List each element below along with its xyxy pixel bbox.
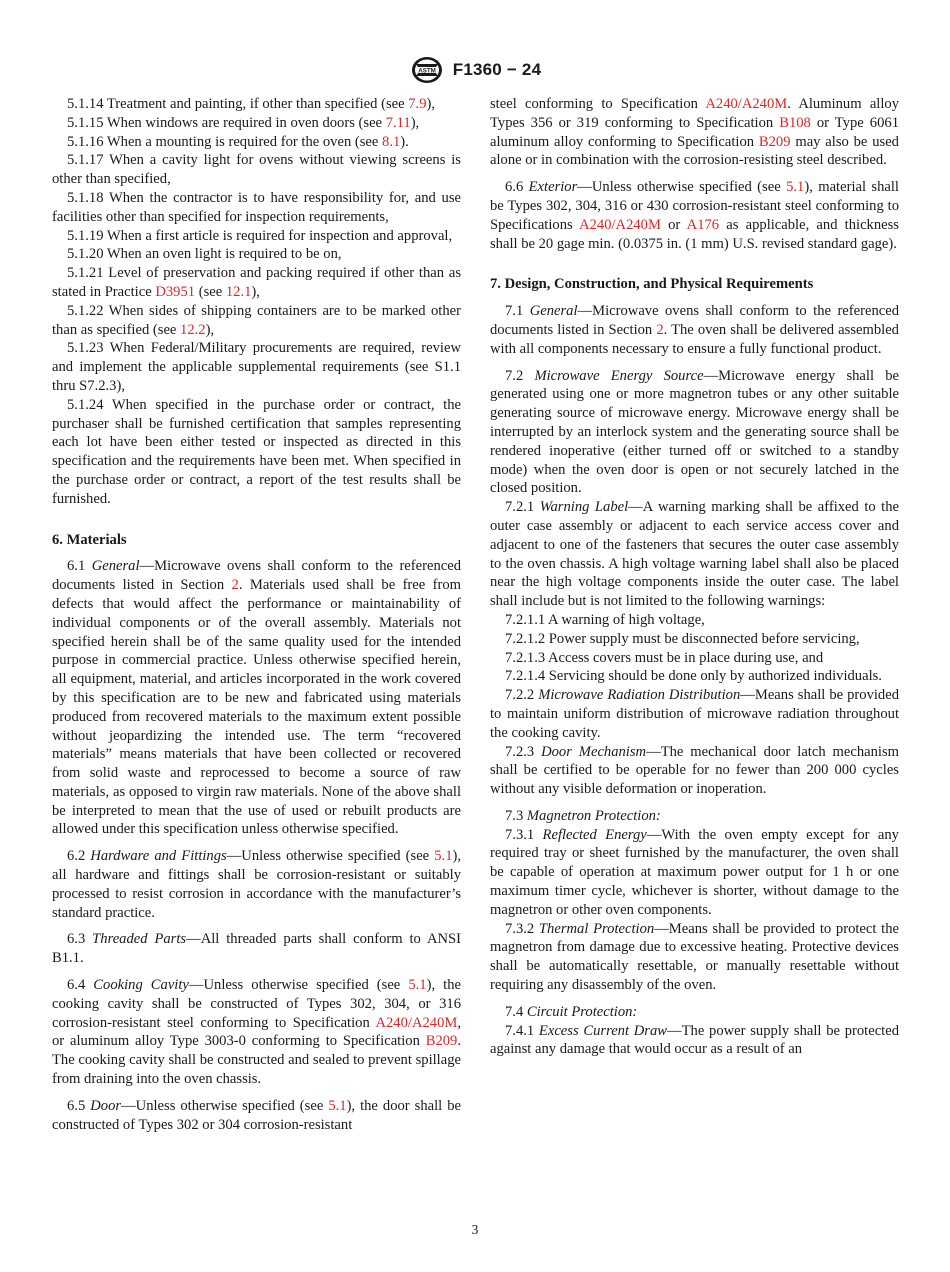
ref-5-1-link[interactable]: 5.1 — [786, 179, 805, 196]
para-6-5-continued: steel conforming to Specification A240/A240M. Aluminum alloy Types 356 or 319 conforming to Specification B108 or Type 6061 aluminum alloy conforming to Specification B209 may also be used alone or in combination with the corrosion-resisting steel described. — [490, 96, 900, 169]
ref-b209-link[interactable]: B209 — [425, 1033, 458, 1050]
para-7-2-2: 7.2.2 Microwave Radiation Distribution—Means shall be provided to maintain uniform distribution of microwave radiation throughout the cooking cavity. — [490, 687, 899, 741]
para-5-1-19: 5.1.19 When a first article is required for inspection and approval, — [67, 227, 453, 244]
para-7-2-1-1: 7.2.1.1 A warning of high voltage, — [505, 611, 705, 628]
para-7-4-1: 7.4.1 Excess Current Draw—The power supply shall be protected against any damage that would occur as a result of an — [490, 1022, 899, 1058]
right-column — [490, 95, 899, 1059]
para-6-1: 6.1 General—Microwave ovens shall conform to the referenced documents listed in Section 2. Materials used shall be free from defects that would affect the performance or maintainability of individual components or of the overall assembly. Materials not specified herein shall be of the same quality used for the intended purpose in commercial practice. Unless otherwise specified herein, all equipment, material, and articles incorporated in the work covered by this specification are to be new and fabricated using materials produced from recovered materials to the maximum extent possible without jeopardizing the intended use. The term “recovered materials” means materials that have been collected or recovered from solid waste and reprocessed to become a source of raw materials, as opposed to virgin raw materials. None of the above shall be interpreted to mean that the use of used or rebuilt products are allowed under this specification unless otherwise specified. — [52, 558, 462, 838]
page-header — [0, 55, 950, 91]
para-5-1-20: 5.1.20 When an oven light is required to be on, — [67, 246, 342, 263]
para-7-3: 7.3 Magnetron Protection: — [505, 807, 661, 824]
para-6-2: 6.2 Hardware and Fittings—Unless otherwise specified (see 5.1), all hardware and fittings shall be corrosion-resistant or suitably processed to resist corrosion in accordance with the manufacturer’s standard practice. — [52, 848, 462, 921]
para-6-3: 6.3 Threaded Parts—All threaded parts shall conform to ANSI B1.1. — [52, 931, 462, 967]
ref-a240-link[interactable]: A240/A240M — [375, 1014, 458, 1031]
ref-5-1-link[interactable]: 5.1 — [328, 1097, 347, 1114]
svg-text:ASTM: ASTM — [417, 67, 436, 75]
para-6-5: 6.5 Door—Unless otherwise specified (see 5.1), the door shall be constructed of Types 302 or 304 corrosion-resistant — [52, 1097, 461, 1133]
para-7-2-1-3: 7.2.1.3 Access covers must be in place during use, and — [505, 649, 824, 666]
ref-7-11-link[interactable]: 7.11 — [385, 114, 411, 131]
ref-section-2-link[interactable]: 2 — [231, 577, 239, 594]
para-5-1-18: 5.1.18 When the contractor is to have responsibility for, and use facilities other than specified for inspection requirements, — [52, 189, 461, 225]
ref-d3951-link[interactable]: D3951 — [155, 283, 196, 300]
ref-5-1-link[interactable]: 5.1 — [408, 977, 427, 994]
ref-12-2-link[interactable]: 12.2 — [180, 321, 206, 338]
para-5-1-14: 5.1.14 Treatment and painting, if other than specified (see 7.9), — [67, 96, 436, 112]
section-6-heading: 6. Materials — [52, 531, 127, 548]
ref-8-1-link[interactable]: 8.1 — [382, 133, 401, 150]
section-7-heading: 7. Design, Construction, and Physical Requirements — [490, 276, 814, 293]
left-column — [52, 95, 461, 1134]
para-5-1-21: 5.1.21 Level of preservation and packing required if other than as stated in Practice D3951 (see 12.1), — [52, 265, 461, 300]
ref-b209-link[interactable]: B209 — [758, 133, 791, 150]
ref-5-1-link[interactable]: 5.1 — [434, 848, 453, 865]
para-7-3-2: 7.3.2 Thermal Protection—Means shall be provided to protect the magnetron from damage due to excessive heating. Protective devices shall be automatically resettable, or manually resettable without requiring any disassembly of the oven. — [490, 920, 899, 994]
para-7-4: 7.4 Circuit Protection: — [505, 1003, 638, 1020]
para-5-1-22: 5.1.22 When sides of shipping containers are to be marked other than as specified (see 12.2), — [52, 302, 461, 338]
ref-section-2-link[interactable]: 2 — [656, 321, 664, 338]
para-5-1-23: 5.1.23 When Federal/Military procurements are required, review and implement the applicable supplemental requirements (see S1.1 thru S7.2.3), — [52, 340, 461, 394]
ref-7-9-link[interactable]: 7.9 — [408, 96, 427, 112]
para-7-2: 7.2 Microwave Energy Source—Microwave energy shall be generated using one or more magnetron tubes or any other suitable generating source of microwave energy. Microwave energy shall be interrupted by an interlock system and the generating source shall be rendered inoperative (either turned off or switched to a standby mode) when the oven door is open or not securely latched in the closed position. — [490, 367, 899, 497]
para-7-3-1: 7.3.1 Reflected Energy—With the oven empty except for any required tray or sheet furnished by the manufacturer, the oven shall be capable of operation at maximum power output for 1 h or one maximum timer cycle, whichever is shorter, without damage to the magnetron or other oven components. — [490, 826, 899, 918]
ref-a240-link[interactable]: A240/A240M — [579, 216, 661, 233]
para-6-6: 6.6 Exterior—Unless otherwise specified (see 5.1), material shall be Types 302, 304, 316 or 430 corrosion-resistant steel conforming to Specifications A240/A240M or A176 as applicable, and thickness shall be 20 gage min. (0.0375 in. (1 mm) U.S. revised standard gage). — [490, 179, 899, 252]
para-7-2-3: 7.2.3 Door Mechanism—The mechanical door latch mechanism shall be certified to be operable for no fewer than 200 000 cycles without any visible deformation or inoperation. — [490, 743, 899, 798]
document-id: F1360 − 24 — [452, 59, 542, 79]
para-5-1-24: 5.1.24 When specified in the purchase order or contract, the purchaser shall be furnished certification that samples representing each lot have been either tested or inspected as directed in this specification and the requirements have been met. When specified in the purchase order or contract, a report of the test results shall be furnished. — [52, 396, 461, 507]
para-5-1-15: 5.1.15 When windows are required in oven doors (see 7.11), — [67, 114, 420, 131]
ref-a176-link[interactable]: A176 — [686, 216, 720, 233]
para-5-1-17: 5.1.17 When a cavity light for ovens without viewing screens is other than specified, — [52, 152, 461, 188]
para-7-1: 7.1 General—Microwave ovens shall conform to the referenced documents listed in Section 2. The oven shall be delivered assembled with all components necessary to ensure a fully functional product. — [490, 303, 900, 357]
page-number: 3 — [471, 1222, 479, 1237]
para-7-2-1-4: 7.2.1.4 Servicing should be done only by authorized individuals. — [505, 668, 882, 685]
astm-logo-icon — [409, 55, 445, 85]
ref-12-1-link[interactable]: 12.1 — [225, 283, 252, 300]
ref-b108-link[interactable]: B108 — [779, 114, 811, 131]
para-6-4: 6.4 Cooking Cavity—Unless otherwise specified (see 5.1), the cooking cavity shall be constructed of Types 302, 304, or 316 corrosion-resistant steel conforming to Specification A240/A240M, or aluminum alloy Type 3003-0 conforming to Specification B209. The cooking cavity shall be constructed and sealed to prevent spillage from draining into the oven chassis. — [52, 977, 461, 1088]
para-7-2-1-2: 7.2.1.2 Power supply must be disconnected before servicing, — [505, 630, 860, 647]
para-7-2-1: 7.2.1 Warning Label—A warning marking shall be affixed to the outer case assembly or adjacent to each service access cover and adjacent to one of the fasteners that secures the outer case assembly to the oven chassis. A high voltage warning label shall also be placed near the high voltage components inside the outer case. The label shall include but is not limited to the following warnings: — [490, 499, 899, 610]
ref-a240-link[interactable]: A240/A240M — [705, 96, 788, 112]
para-5-1-16: 5.1.16 When a mounting is required for the oven (see 8.1). — [67, 133, 409, 150]
